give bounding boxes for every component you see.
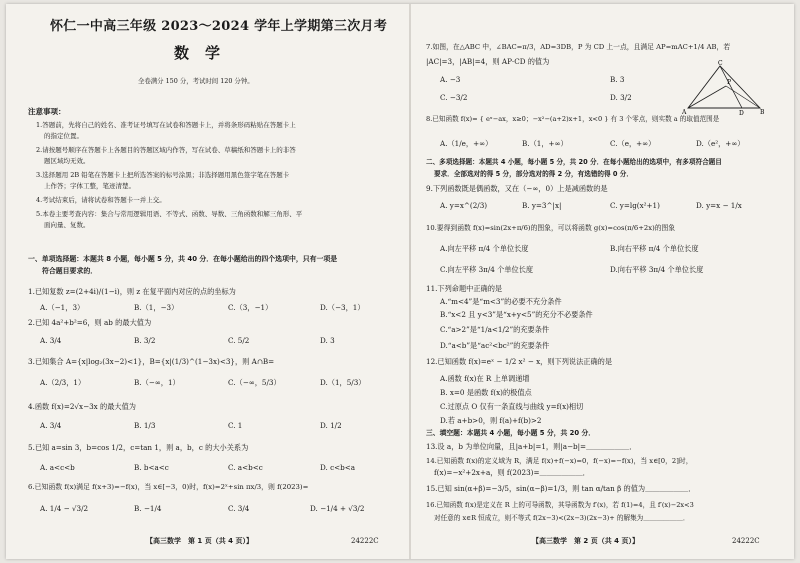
option-c: C.“a>2”是“1/a<1/2”的充要条件 — [440, 325, 550, 334]
option-c: C. y=lg(x²+1) — [610, 201, 660, 210]
question-stem: 9.下列函数既是偶函数，又在（−∞，0）上是减函数的是 — [426, 184, 608, 193]
note-line: 上作答；字体工整，笔迹清楚。 — [44, 182, 135, 190]
page-1 — [6, 4, 406, 559]
option-a: A.（−1，3） — [40, 303, 85, 312]
section1-heading: 一、单项选择题：本题共 8 小题，每小题 5 分，共 40 分．在每小题给出的四个选项中，只有一项是 — [28, 255, 338, 263]
figure-label-d: D — [739, 110, 744, 116]
option-a: A. y=x^(2/3) — [440, 201, 488, 210]
question-stem-2: 对任意的 x∈R 恒成立，则不等式 f(2x−3)<(2x−3)(2x−3)+ 的解集为＿＿＿＿＿＿． — [434, 514, 690, 522]
section2-heading: 二、多项选择题：本题共 4 小题，每小题 5 分，共 20 分．在每小题给出的选项中，有多项符合题目 — [426, 158, 722, 166]
option-c: C. 1 — [228, 421, 243, 430]
question-stem: 6.已知函数 f(x)满足 f(x+3)=−f(x)，当 x∈[−3，0)时，f(x)=2ˣ+sin πx/3，则 f(2023)= — [28, 483, 309, 491]
option-c: C.（3，−1） — [228, 303, 273, 312]
option-c: C. −3/2 — [440, 93, 468, 102]
option-c: C. 5/2 — [228, 336, 250, 345]
option-c: C.（e，+∞） — [610, 139, 656, 148]
option-d: D. c<b<a — [320, 463, 356, 472]
footer-code: 24222C — [732, 537, 760, 545]
note-line: 面向量、复数。 — [44, 221, 90, 229]
option-b: B.（1，−3） — [134, 303, 179, 312]
option-b: B. b<a<c — [134, 463, 169, 472]
exam-meta: 全卷满分 150 分，考试时间 120 分钟。 — [138, 77, 254, 85]
question-stem-2: f(x)=−x²+2x+a，则 f(2023)=＿＿＿＿＿＿． — [434, 468, 590, 477]
footer-code: 24222C — [351, 537, 379, 545]
figure-label-a: A — [682, 109, 687, 116]
option-c: C.（−∞，5/3） — [228, 378, 281, 387]
option-d: D.（e²，+∞） — [696, 139, 745, 148]
option-b: B. 3/2 — [134, 336, 156, 345]
option-b: B. x=0 是函数 f(x)的极值点 — [440, 388, 532, 397]
section2-heading-2: 要求．全部选对的得 5 分，部分选对的得 2 分，有选错的得 0 分． — [434, 170, 633, 178]
note-line: 4.考试结束后，请将试卷和答题卡一并上交。 — [36, 196, 166, 204]
section3-heading: 三、填空题：本题共 4 小题，每小题 5 分，共 20 分． — [426, 429, 596, 437]
question-stem: 11.下列命题中正确的是 — [426, 284, 503, 293]
page-2 — [414, 4, 794, 559]
option-a: A. 3/4 — [40, 421, 62, 430]
option-b: B. 1/3 — [134, 421, 156, 430]
option-a: A. −3 — [440, 75, 461, 84]
question-stem: 4.函数 f(x)=2√x−3x 的最大值为 — [28, 402, 136, 411]
option-d: D.若 a+b>0，则 f(a)+f(b)>2 — [440, 416, 542, 425]
question-stem: 16.已知函数 f(x)是定义在 R 上的可导函数，其导函数为 f′(x)，若 f(1)=4，且 f′(x)−2x<3 — [426, 501, 694, 509]
question-stem: 13.设 a，b 为单位向量，且|a+b|=1，则|a−b|=＿＿＿＿＿＿． — [426, 442, 637, 451]
subject-title: 数学 — [174, 44, 237, 62]
option-a: A.向左平移 π/4 个单位长度 — [440, 244, 529, 253]
question-stem: 1.已知复数 z=(2+4i)/(1−i)，则 z 在复平面内对应的点的坐标为 — [28, 287, 236, 296]
question-stem: 12.已知函数 f(x)=eˣ − 1/2 x² − x，则下列说法正确的是 — [426, 357, 613, 366]
note-line: 1.答题前，先将自己的姓名、准考证号填写在试卷和答题卡上，并将条形码粘贴在答题卡上 — [36, 121, 296, 129]
page-fold — [409, 4, 411, 559]
footer-page-label: 【高三数学 第 2 页（共 4 页）】 — [532, 537, 639, 545]
option-c: C. 3/4 — [228, 504, 250, 513]
question-stem-2: |AC|=3，|AB|=4，则 AP·CD 的值为 — [426, 57, 550, 66]
question-stem: 7.如图，在△ABC 中，∠BAC=π/3，AD=3DB，P 为 CD 上一点，且满足 AP=mAC+1/4 AB，若 — [426, 43, 731, 51]
exam-title: 怀仁一中高三年级 2023～2024 学年上学期第三次月考 — [50, 19, 388, 34]
option-b: B.（1，+∞） — [522, 139, 568, 148]
option-d: D.（1，5/3） — [320, 378, 366, 387]
figure-label-c: C — [718, 60, 723, 67]
option-b: B.向右平移 π/4 个单位长度 — [610, 244, 699, 253]
option-b: B.（−∞，1） — [134, 378, 180, 387]
question-stem: 2.已知 4a²+b²=6，则 ab 的最大值为 — [28, 318, 152, 327]
option-d: D.向右平移 3π/4 个单位长度 — [610, 265, 704, 274]
question-stem: 3.已知集合 A={x|log₂(3x−2)<1}，B={x|(1/3)^(1−3x)<3}，则 A∩B= — [28, 357, 275, 366]
option-c: C.过原点 O 仅有一条直线与曲线 y=f(x)相切 — [440, 402, 584, 411]
note-line: 2.请按题号顺序在答题卡上各题目的答题区域内作答，写在试卷、草稿纸和答题卡上的非答 — [36, 146, 296, 154]
note-line: 5.本卷主要考查内容：集合与常用逻辑用语、不等式、函数、导数、三角函数和解三角形、平 — [36, 210, 303, 218]
option-b: B.“x<2 且 y<3”是“x+y<5”的充分不必要条件 — [440, 310, 593, 319]
section1-heading-2: 符合题目要求的． — [42, 267, 98, 275]
note-line: 3.选择题用 2B 铅笔在答题卡上把所选答案的标号涂黑；非选择题用黑色签字笔在答题卡 — [36, 171, 290, 179]
option-d: D.（−3，1） — [320, 303, 365, 312]
question-stem: 15.已知 sin(α+β)=−3/5，sin(α−β)=1/3，则 tan α/tan β 的值为＿＿＿＿＿＿． — [426, 484, 696, 493]
footer-page-label: 【高三数学 第 1 页（共 4 页）】 — [146, 537, 253, 545]
note-line: 题区域均无效。 — [44, 157, 90, 165]
option-c: C.向左平移 3π/4 个单位长度 — [440, 265, 534, 274]
question-stem: 8.已知函数 f(x)= { eˣ−ax，x≥0；−x²−(a+2)x+1，x<0 } 有 3 个零点，则实数 a 的取值范围是 — [426, 115, 720, 123]
option-a: A.“m<4”是“m<3”的必要不充分条件 — [440, 297, 562, 306]
option-d: D. 3 — [320, 336, 335, 345]
figure-label-b: B — [760, 109, 765, 116]
figure-label-p: P — [727, 79, 732, 86]
option-d: D. −1/4 + √3/2 — [310, 504, 365, 513]
option-a: A. a<c<b — [40, 463, 75, 472]
question-stem: 10.要得到函数 f(x)=sin(2x+π/6)的图象，可以将函数 g(x)=cos(π/6+2x)的图象 — [426, 224, 676, 232]
option-a: A.函数 f(x)在 R 上单调递增 — [440, 374, 530, 383]
option-d: D.“a<b”是“ac²<bc²”的充要条件 — [440, 341, 550, 350]
option-a: A.（2/3，1） — [40, 378, 86, 387]
option-b: B. 3 — [610, 75, 625, 84]
option-a: A. 3/4 — [40, 336, 62, 345]
notes-heading: 注意事项： — [28, 107, 66, 116]
option-d: D. y=x − 1/x — [696, 201, 742, 210]
option-d: D. 1/2 — [320, 421, 342, 430]
exam-sheet — [6, 4, 794, 559]
option-a: A.（1/e，+∞） — [440, 139, 493, 148]
option-a: A. 1/4 − √3/2 — [40, 504, 89, 513]
option-b: B. −1/4 — [134, 504, 162, 513]
note-line: 的指定位置。 — [44, 132, 83, 140]
option-b: B. y=3^|x| — [522, 201, 562, 210]
triangle-figure — [682, 60, 766, 116]
option-d: D. 3/2 — [610, 93, 632, 102]
question-stem: 14.已知函数 f(x)的定义域为 R，满足 f(x)+f(−x)=0，f(−x)=−f(x)，当 x∈[0，2]时， — [426, 457, 693, 465]
question-stem: 5.已知 a=sin 3，b=cos 1/2，c=tan 1，则 a，b，c 的大小关系为 — [28, 443, 249, 452]
option-c: C. a<b<c — [228, 463, 263, 472]
